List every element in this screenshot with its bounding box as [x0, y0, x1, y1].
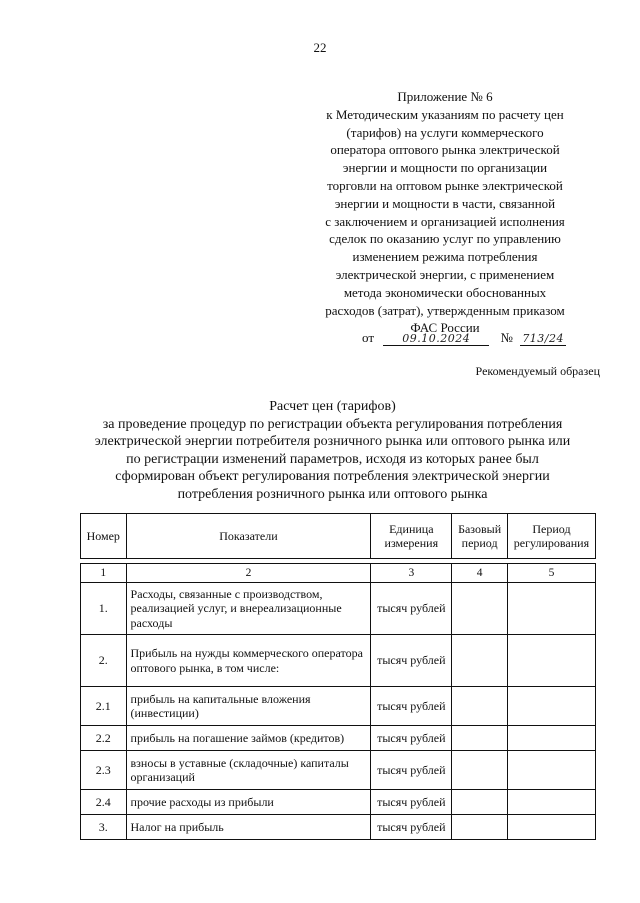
row-indicator: прочие расходы из прибыли	[126, 790, 371, 815]
appendix-line: торговли на оптовом рынке электрической	[327, 177, 563, 193]
row-number: 2.1	[81, 687, 127, 726]
appendix-line: ФАС России	[410, 320, 480, 336]
index-cell: 3	[371, 564, 452, 583]
row-period-value	[507, 815, 595, 840]
row-base-value	[452, 815, 508, 840]
order-date-handwritten: 09.10.2024	[383, 332, 489, 346]
appendix-line: электрической энергии, с применением	[335, 266, 555, 282]
row-number: 2.2	[81, 726, 127, 751]
index-cell: 4	[452, 564, 508, 583]
calc-title-block	[70, 398, 595, 503]
order-number-handwritten: 713/24	[520, 332, 566, 346]
order-number-label: №	[500, 330, 513, 345]
row-period-value	[507, 583, 595, 635]
index-cell: 5	[507, 564, 595, 583]
row-period-value	[507, 790, 595, 815]
row-base-value	[452, 790, 508, 815]
row-base-value	[452, 751, 508, 790]
row-unit: тысяч рублей	[371, 635, 452, 687]
row-unit: тысяч рублей	[371, 815, 452, 840]
table-index-row	[81, 564, 596, 583]
appendix-line: изменением режима потребления	[352, 249, 538, 265]
order-date-number	[362, 330, 566, 346]
row-base-value	[452, 635, 508, 687]
calc-subtitle-line: сформирован объект регулирования потребления электрической энергии	[115, 469, 550, 484]
order-from-label: от	[362, 330, 375, 345]
appendix-line: расходов (затрат), утвержденным приказом	[325, 302, 565, 318]
recommended-sample-label: Рекомендуемый образец	[475, 364, 600, 378]
row-unit: тысяч рублей	[371, 583, 452, 635]
table-row	[81, 635, 596, 687]
row-period-value	[507, 726, 595, 751]
row-indicator: взносы в уставные (складочные) капиталы организаций	[126, 751, 371, 790]
table-row	[81, 687, 596, 726]
appendix-line: оператора оптового рынка электрической	[330, 142, 560, 158]
row-number: 2.4	[81, 790, 127, 815]
row-number: 1.	[81, 583, 127, 635]
header-base-period: Базовый период	[452, 514, 508, 559]
row-indicator: Налог на прибыль	[126, 815, 371, 840]
calc-subtitle-line: за проведение процедур по регистрации объекта регулирования потребления	[102, 416, 563, 432]
appendix-line: с заключением и организацией исполнения	[325, 213, 565, 229]
row-unit: тысяч рублей	[371, 790, 452, 815]
row-unit: тысяч рублей	[371, 751, 452, 790]
calc-subtitle-line: потребления розничного рынка или оптового рынка	[177, 486, 488, 502]
header-indicators: Показатели	[126, 514, 371, 559]
calc-title: Расчет цен (тарифов)	[269, 399, 396, 414]
appendix-line: (тарифов) на услуги коммерческого	[346, 124, 544, 140]
row-base-value	[452, 583, 508, 635]
row-base-value	[452, 687, 508, 726]
calc-subtitle-line: электрической энергии потребителя розничного рынка или оптового рынка или	[94, 434, 571, 449]
index-cell: 1	[81, 564, 127, 583]
appendix-line: энергии и мощности по организации	[342, 160, 548, 176]
calc-subtitle-line: по регистрации изменений параметров, исходя из которых ранее был	[126, 451, 539, 467]
appendix-line: к Методическим указаниям по расчету цен	[326, 106, 564, 122]
table-row	[81, 726, 596, 751]
row-number: 2.	[81, 635, 127, 687]
row-indicator: прибыль на погашение займов (кредитов)	[126, 726, 371, 751]
appendix-line: сделок по оказанию услуг по управлению	[329, 231, 561, 247]
table-row	[81, 583, 596, 635]
header-number: Номер	[81, 514, 127, 559]
header-regulation-period: Период регулирования	[507, 514, 595, 559]
row-indicator: прибыль на капитальные вложения (инвестиции)	[126, 687, 371, 726]
appendix-line: метода экономически обоснованных	[343, 284, 547, 300]
appendix-block	[305, 88, 585, 337]
row-unit: тысяч рублей	[371, 726, 452, 751]
row-indicator: Прибыль на нужды коммерческого оператора оптового рынка, в том числе:	[126, 635, 371, 687]
page-number: 22	[313, 40, 327, 55]
appendix-title: Приложение № 6	[397, 89, 493, 104]
row-unit: тысяч рублей	[371, 687, 452, 726]
tariff-table	[80, 513, 596, 840]
row-indicator: Расходы, связанные с производством, реализацией услуг, и внереализационные расходы	[126, 583, 371, 635]
row-number: 3.	[81, 815, 127, 840]
table-row	[81, 790, 596, 815]
table-header-row	[81, 514, 596, 559]
row-period-value	[507, 687, 595, 726]
row-period-value	[507, 751, 595, 790]
row-number: 2.3	[81, 751, 127, 790]
table-row	[81, 815, 596, 840]
appendix-line: энергии и мощности в части, связанной	[334, 195, 556, 211]
index-cell: 2	[126, 564, 371, 583]
header-unit: Единица измерения	[371, 514, 452, 559]
row-base-value	[452, 726, 508, 751]
table-row	[81, 751, 596, 790]
row-period-value	[507, 635, 595, 687]
